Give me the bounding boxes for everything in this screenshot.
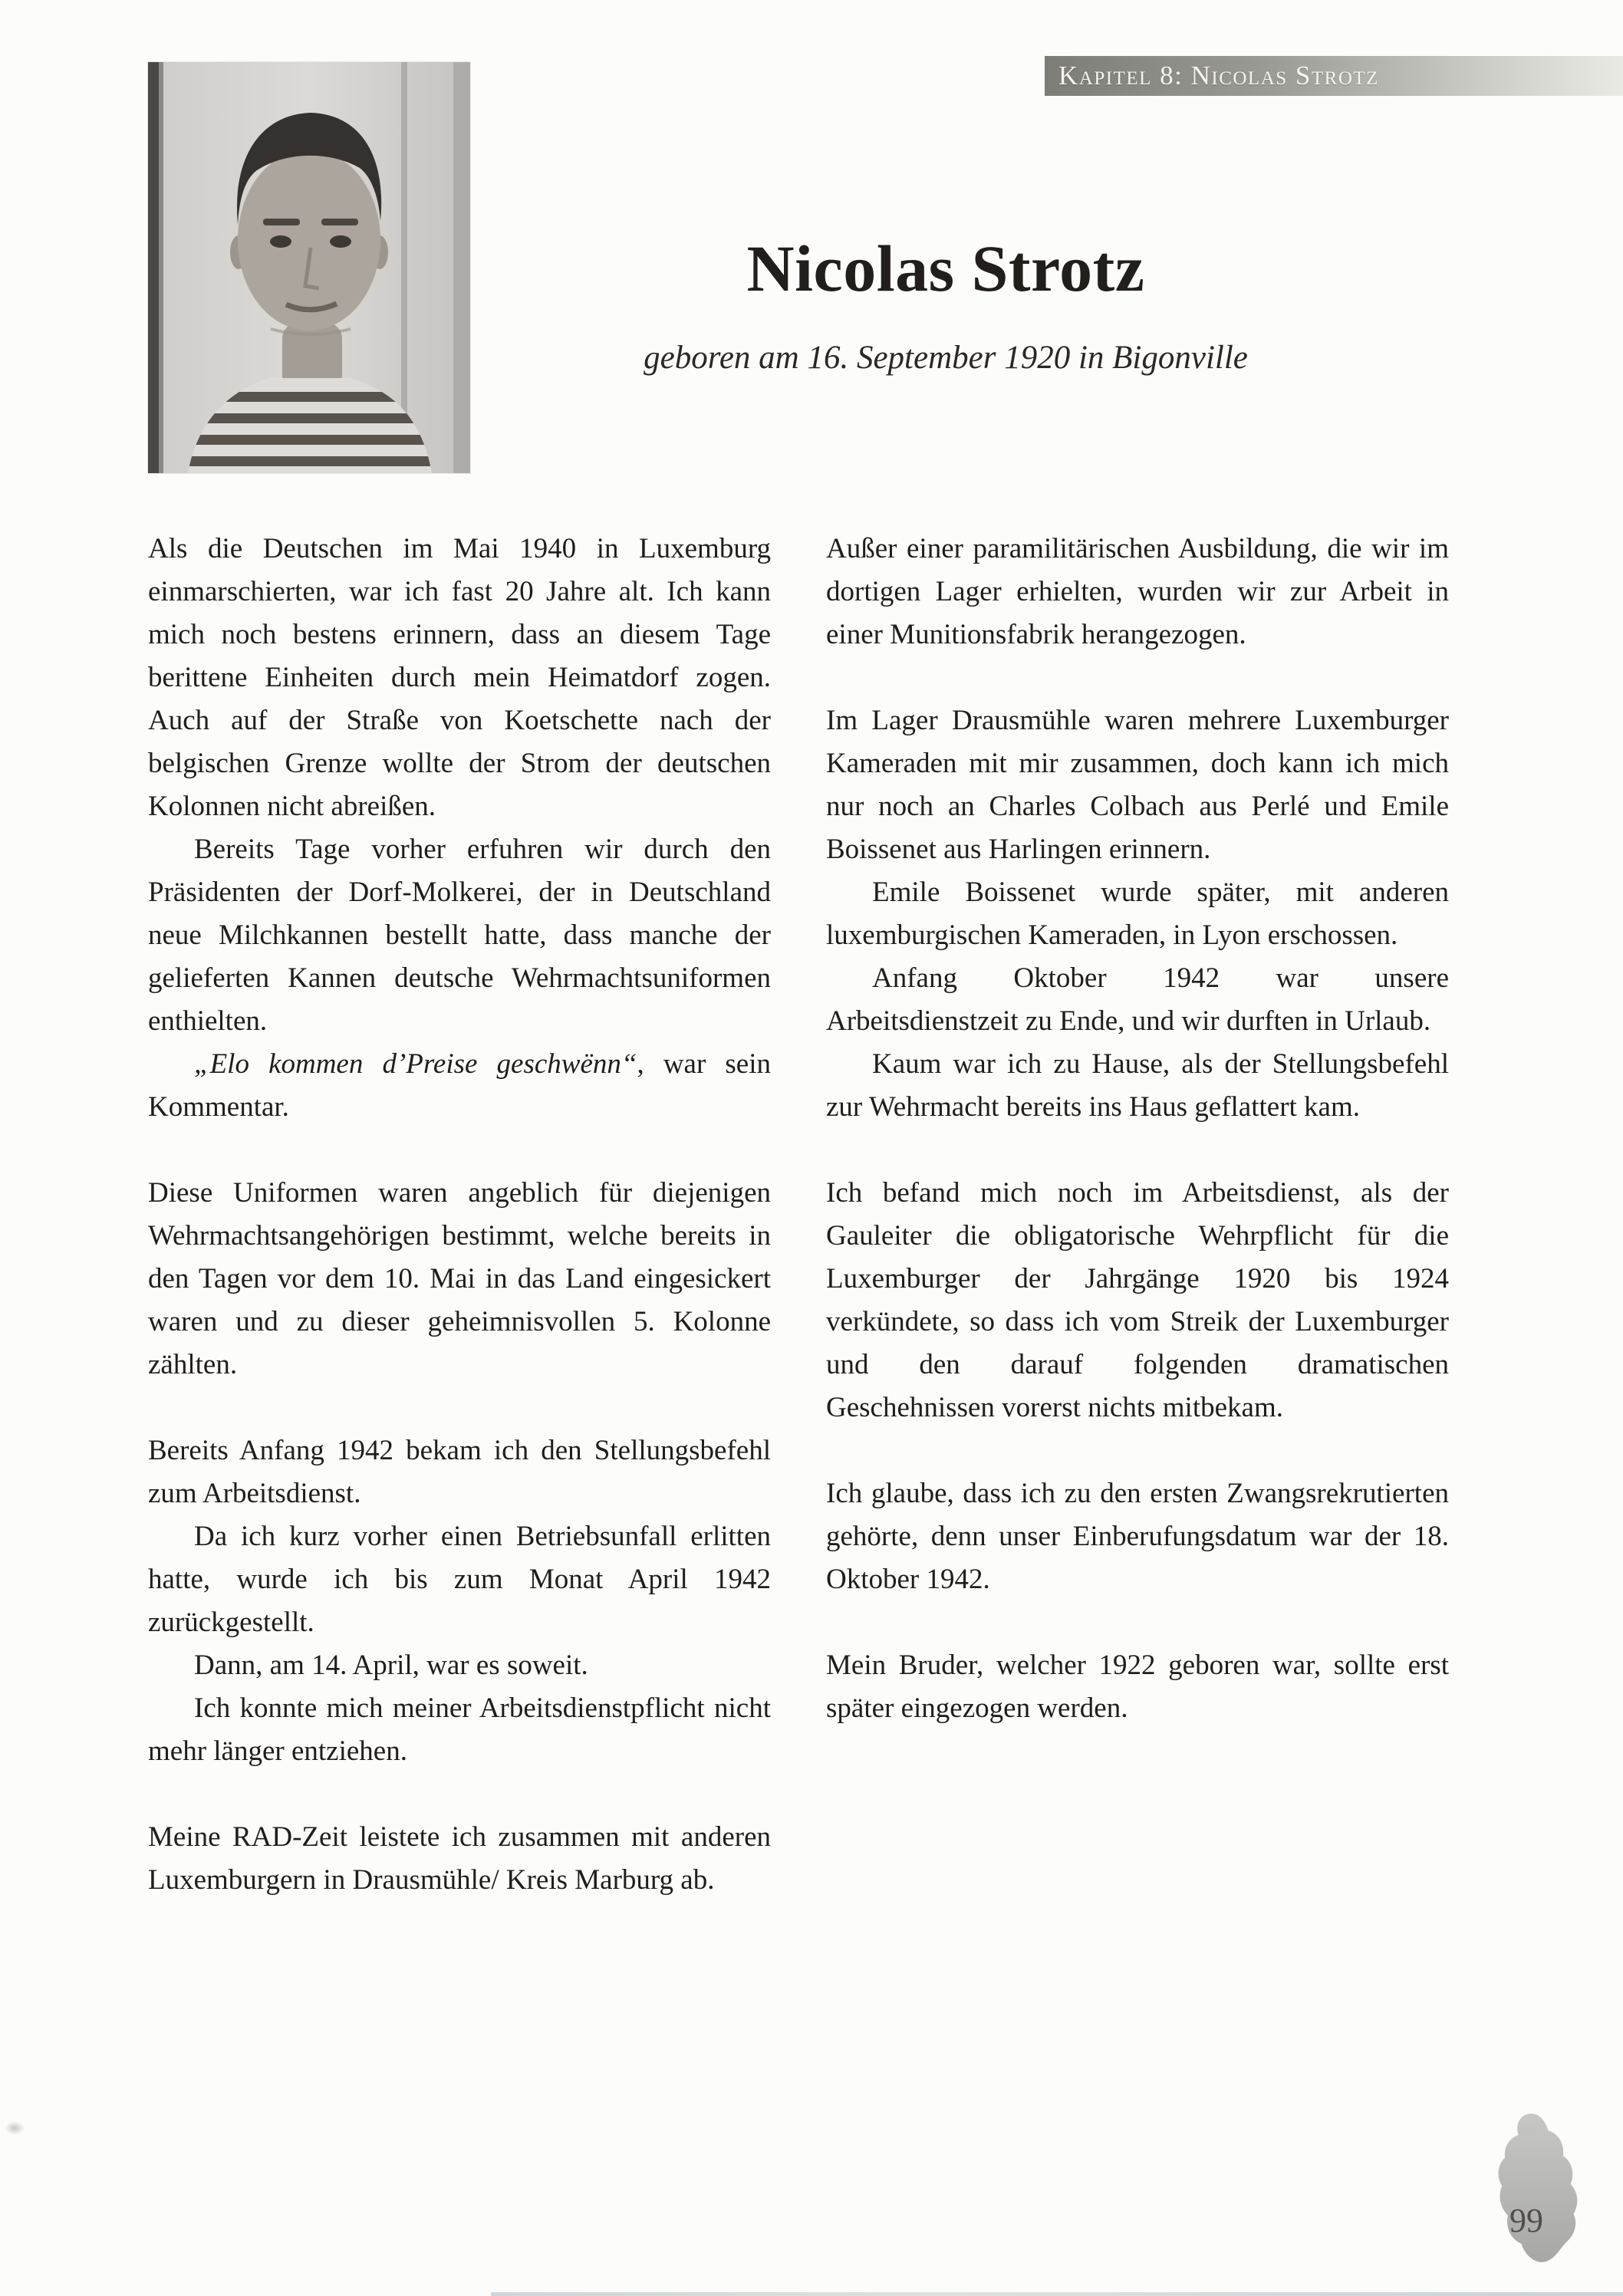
scan-edge-line xyxy=(491,2292,1623,2296)
paragraph-text: , war sein Kommentar. xyxy=(148,1048,771,1123)
paragraph-text: Im Lager Drausmühle waren mehrere Luxemburger Kameraden mit mir zusammen, doch kann ich mich nur noch an Charles Colbach aus Perlé und Emile Boissenet aus Harlingen erinnern. xyxy=(826,705,1449,865)
paragraph xyxy=(148,1172,771,1386)
paragraph-text: Emile Boissenet wurde später, mit anderen luxemburgischen Kameraden, in Lyon erschossen. xyxy=(826,877,1449,951)
quote-italic-text: „Elo kommen d’Preise geschwënn“ xyxy=(194,1048,637,1080)
paragraph xyxy=(826,1644,1449,1730)
page-title: Nicolas Strotz xyxy=(746,232,1145,305)
paragraph-text: Anfang Oktober 1942 war unsere Arbeitsdienstzeit zu Ende, und wir durften in Urlaub. xyxy=(826,962,1449,1037)
paragraph-text: Bereits Tage vorher erfuhren wir durch den Präsidenten der Dorf-Molkerei, der in Deutschland neue Milchkannen bestellt hatte, dass manche der gelieferten Kannen deutsche Wehrmachtsuniformen enthielten. xyxy=(148,834,771,1037)
paragraph-text: Ich befand mich noch im Arbeitsdienst, als der Gauleiter die obligatorische Wehrpflicht für die Luxemburger der Jahrgänge 1920 bis 1924 verkündete, so dass ich vom Streik der Luxemburger und den darauf folgenden dramatischen Geschehnissen vorerst nichts mitbekam. xyxy=(826,1177,1449,1423)
luxembourg-map-shape xyxy=(1483,2111,1587,2268)
paragraph-text: Dann, am 14. April, war es soweit. xyxy=(194,1650,588,1681)
paragraph xyxy=(148,1043,771,1129)
paragraph xyxy=(148,1687,771,1773)
page-subtitle: geboren am 16. September 1920 in Bigonville xyxy=(644,340,1248,376)
paragraph xyxy=(826,871,1449,957)
page-number: 99 xyxy=(1509,2202,1543,2239)
luxembourg-map-icon xyxy=(1483,2111,1587,2268)
title-block xyxy=(330,230,1562,377)
paragraph-text: Außer einer paramilitärischen Ausbildung, die wir im dortigen Lager erhielten, wurden wir zur Arbeit in einer Munitionsfabrik herangezogen. xyxy=(826,533,1449,650)
paragraph xyxy=(148,828,771,1043)
paragraph-text: Kaum war ich zu Hause, als der Stellungsbefehl zur Wehrmacht bereits ins Haus geflattert kam. xyxy=(826,1048,1449,1123)
paragraph-text: Bereits Anfang 1942 bekam ich den Stellungsbefehl zum Arbeitsdienst. xyxy=(148,1435,771,1509)
paragraph-text: Diese Uniformen waren angeblich für diejenigen Wehrmachtsangehörigen bestimmt, welche bereits in den Tagen vor dem 10. Mai in das Land eingesickert waren und zu dieser geheimnisvollen 5. Kolonne zählten. xyxy=(148,1177,771,1380)
paragraph xyxy=(826,957,1449,1043)
paragraph-text: Ich konnte mich meiner Arbeitsdienstpflicht nicht mehr länger entziehen. xyxy=(148,1692,771,1767)
paragraph-text: Ich glaube, dass ich zu den ersten Zwangsrekrutierten gehörte, denn unser Einberufungsdatum war der 18. Oktober 1942. xyxy=(826,1478,1449,1595)
body-text xyxy=(148,528,1449,1902)
paragraph xyxy=(148,1429,771,1515)
paragraph xyxy=(148,1816,771,1902)
paragraph xyxy=(148,1644,771,1687)
chapter-header-label: Kapitel 8: Nicolas Strotz xyxy=(1058,61,1379,90)
scan-artifact-mark xyxy=(5,2121,25,2135)
paragraph xyxy=(826,699,1449,871)
paragraph-text: Mein Bruder, welcher 1922 geboren war, sollte erst später eingezogen werden. xyxy=(826,1650,1449,1724)
left-column xyxy=(148,528,771,1902)
paragraph xyxy=(826,1043,1449,1129)
chapter-header-bar xyxy=(1045,56,1623,96)
paragraph xyxy=(148,1515,771,1644)
paragraph xyxy=(148,528,771,828)
paragraph-text: Meine RAD-Zeit leistete ich zusammen mit anderen Luxemburgern in Drausmühle/ Kreis Marburg ab. xyxy=(148,1821,771,1896)
paragraph-text: Da ich kurz vorher einen Betriebsunfall erlitten hatte, wurde ich bis zum Monat April 1942 zurückgestellt. xyxy=(148,1521,771,1638)
paragraph xyxy=(826,1172,1449,1429)
right-column xyxy=(826,528,1449,1902)
paragraph xyxy=(826,528,1449,656)
paragraph xyxy=(826,1472,1449,1601)
paragraph-text: Als die Deutschen im Mai 1940 in Luxemburg einmarschierten, war ich fast 20 Jahre alt. Ich kann mich noch bestens erinnern, dass an diesem Tage berittene Einheiten durch mein Heimatdorf zogen. Auch auf der Straße von Koetschette nach der belgischen Grenze wollte der Strom der deutschen Kolonnen nicht abreißen. xyxy=(148,533,771,822)
